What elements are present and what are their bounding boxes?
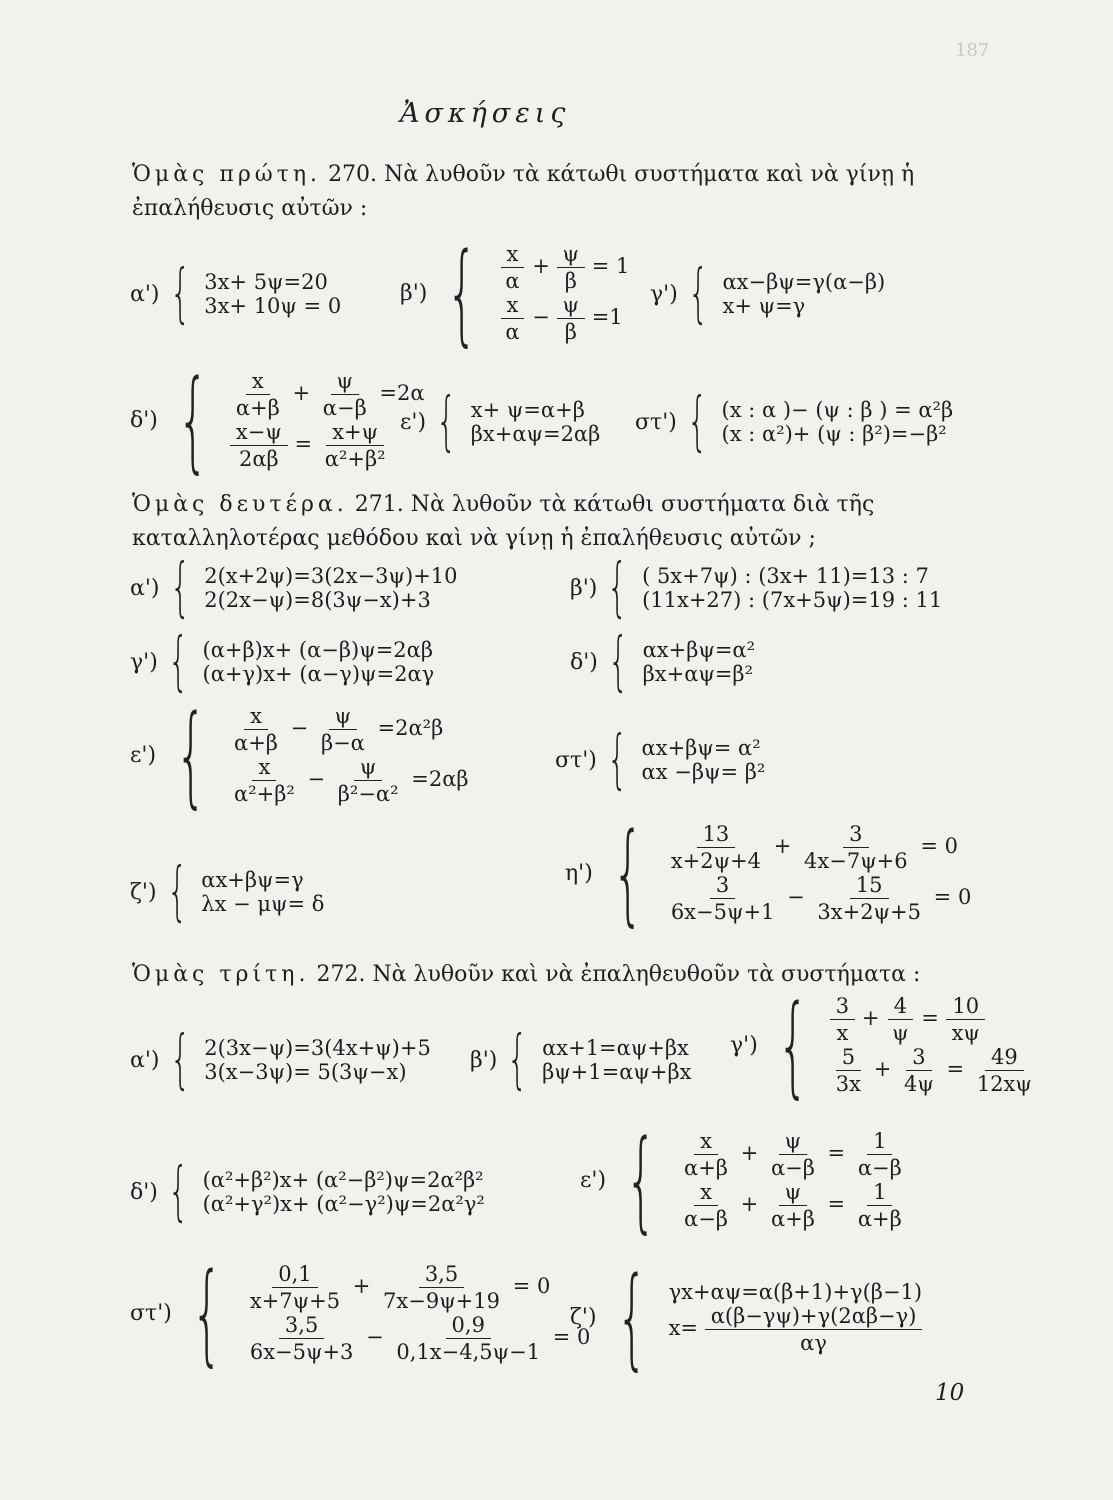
brace-icon: {	[625, 1116, 657, 1244]
equation: ( 5x+7ψ) : (3x+ 11)=13 : 7	[642, 564, 929, 588]
equation: x+ ψ=γ	[722, 294, 806, 318]
system-label: β')	[470, 1047, 498, 1073]
system-label: δ')	[570, 649, 598, 675]
brace-icon: {	[607, 723, 628, 797]
numerator: x	[246, 369, 270, 395]
equation: x+ ψ=α+β	[470, 398, 585, 422]
page-number-top: 187	[955, 40, 990, 61]
denominator: 6x−5ψ+3	[249, 1340, 354, 1364]
system-label: στ')	[555, 747, 597, 773]
system-label: η')	[565, 860, 593, 886]
denominator: β	[564, 269, 577, 293]
system-272-c: γ') { $\frac{3}{x}$ + $\frac{4}{\psi}$ = $\frac{10}{x\psi}$ $\frac{5}{3x}$ + $\frac{3}{4\psi}$ = $\frac{49}{12x\psi}$	[730, 990, 1038, 1100]
numerator: 3,5	[279, 1313, 324, 1339]
operator: −	[307, 767, 326, 791]
system-label: α')	[130, 1047, 160, 1073]
denominator: 6x−5ψ+1	[670, 900, 775, 924]
equation: (x : α²)+ (ψ : β²)=−β²	[721, 422, 947, 446]
brace-icon: {	[612, 809, 644, 937]
equation: αx−βψ=γ(α−β)	[722, 270, 886, 294]
denominator: β−α	[320, 731, 365, 755]
exercise-270-intro	[132, 158, 982, 226]
denominator: α−β	[770, 1156, 815, 1180]
system-271-c	[130, 625, 435, 699]
brace-icon: {	[446, 229, 479, 357]
brace-icon: {	[169, 1023, 191, 1097]
denominator: ψ	[892, 1021, 909, 1045]
system-271-a	[130, 551, 458, 625]
numerator: 5	[836, 1045, 861, 1071]
group-text: 272. Νὰ λυθοῦν καὶ νὰ ἐπαληθευθοῦν τὰ συστήματα :	[316, 962, 921, 987]
numerator: 1	[867, 1129, 892, 1155]
brace-icon: {	[436, 385, 457, 459]
operator: −	[787, 885, 805, 909]
rhs: =2α	[379, 381, 425, 405]
system-270-c	[650, 257, 886, 331]
operator: −	[366, 1325, 384, 1349]
system-270-st	[635, 385, 954, 459]
rhs: =2αβ	[411, 767, 469, 791]
system-label: γ')	[730, 1032, 758, 1058]
system-label: ε')	[580, 1167, 607, 1193]
system-271-st	[555, 723, 766, 797]
equation: αx+1=αψ+βx	[542, 1036, 689, 1060]
equation: βx+αψ=2αβ	[470, 422, 601, 446]
numerator: 1	[867, 1180, 892, 1206]
operator: +	[861, 1006, 880, 1030]
numerator: ψ	[779, 1180, 807, 1206]
system-label: α')	[130, 281, 160, 307]
numerator: 49	[985, 1045, 1024, 1071]
system-272-a	[130, 1023, 431, 1097]
numerator: 3	[843, 822, 868, 848]
brace-icon: {	[777, 981, 809, 1109]
equation: (11x+27) : (7x+5ψ)=19 : 11	[642, 588, 943, 612]
denominator: α²+β²	[324, 447, 386, 471]
system-271-z	[130, 855, 325, 929]
numerator: x	[694, 1129, 718, 1155]
system-272-z	[570, 1253, 923, 1381]
numerator: 4	[888, 994, 913, 1020]
system-label: στ')	[130, 1300, 172, 1326]
equation: βψ+1=αψ+βx	[542, 1060, 692, 1084]
brace-icon: {	[167, 625, 189, 699]
numerator: ψ	[354, 755, 382, 781]
lhs: x=	[668, 1315, 699, 1340]
system-270-e	[400, 385, 601, 459]
numerator: 13	[697, 822, 736, 848]
equation: 3(x−3ψ)= 5(3ψ−x)	[204, 1060, 407, 1084]
brace-icon: {	[687, 257, 709, 331]
numerator: 0,9	[446, 1313, 491, 1339]
denominator: α	[505, 320, 520, 344]
group-label: Ὁμὰς δευτέρα.	[132, 492, 348, 517]
rhs: =1	[591, 305, 623, 329]
brace-icon: {	[169, 551, 191, 625]
denominator: 12xψ	[976, 1072, 1032, 1096]
denominator: α−β	[322, 396, 367, 420]
system-label: ζ')	[130, 879, 157, 905]
denominator: 3x+2ψ+5	[817, 900, 921, 924]
system-272-st	[130, 1249, 591, 1377]
denominator: α	[505, 269, 520, 293]
brace-icon: {	[191, 1249, 223, 1377]
brace-icon: {	[175, 691, 207, 819]
equation: αx+βψ= α²	[641, 736, 761, 760]
equation: (α²+γ²)x+ (α²−γ²)ψ=2α²γ²	[202, 1192, 485, 1216]
brace-icon: {	[615, 1253, 648, 1381]
denominator: α+β	[770, 1207, 815, 1231]
page-number: 10	[935, 1380, 965, 1406]
system-label: ε')	[400, 409, 427, 435]
numerator: x−ψ	[230, 420, 288, 446]
system-271-b	[570, 551, 943, 625]
system-272-b	[470, 1023, 692, 1097]
numerator: ψ	[329, 704, 357, 730]
operator: −	[532, 305, 550, 329]
operator: +	[740, 1192, 759, 1216]
group-text: 271. Νὰ λυθοῦν τὰ κάτωθι συστήματα διὰ τῆς καταλληλοτέρας μεθόδου καὶ νὰ γίνῃ ἡ ἐπαλήθευσις αὐτῶν ;	[132, 492, 875, 551]
denominator: 4x−7ψ+6	[804, 849, 908, 873]
numerator: α(β−γψ)+γ(2αβ−γ)	[705, 1304, 923, 1330]
system-label: δ')	[130, 1179, 158, 1205]
numerator: x	[501, 293, 525, 319]
denominator: β	[564, 320, 577, 344]
system-271-e	[130, 691, 469, 819]
numerator: ψ	[557, 293, 585, 319]
denominator: β²−α²	[337, 782, 399, 806]
group-label: Ὁμὰς τρίτη.	[132, 962, 310, 987]
brace-icon: {	[169, 257, 191, 331]
numerator: ψ	[779, 1129, 807, 1155]
equation: (x : α )− (ψ : β ) = α²β	[721, 398, 954, 422]
numerator: ψ	[331, 369, 359, 395]
group-label: Ὁμὰς πρώτη.	[132, 162, 322, 187]
system-270-d	[130, 356, 425, 484]
equation: 2(x+2ψ)=3(2x−3ψ)+10	[204, 564, 458, 588]
brace-icon: {	[177, 356, 209, 484]
operator: +	[292, 381, 311, 405]
rhs: = 0	[920, 834, 958, 858]
numerator: 3	[906, 1045, 931, 1071]
system-label: ε')	[130, 742, 157, 768]
operator: +	[532, 254, 550, 278]
section-title: Ἀσκήσεις	[400, 98, 571, 129]
operator: +	[740, 1141, 759, 1165]
operator: +	[873, 1057, 892, 1081]
equation: (α+γ)x+ (α−γ)ψ=2αγ	[202, 662, 435, 686]
equation: 3x+ 10ψ = 0	[204, 294, 342, 318]
operator: −	[290, 716, 309, 740]
exercise-272-intro	[132, 958, 982, 992]
numerator: 3	[710, 873, 735, 899]
brace-icon: {	[687, 385, 708, 459]
system-label: δ')	[130, 407, 158, 433]
rhs: =2α²β	[377, 716, 444, 740]
system-label: β')	[400, 280, 428, 306]
denominator: x+2ψ+4	[670, 849, 762, 873]
denominator: xψ	[951, 1021, 980, 1045]
brace-icon: {	[168, 1155, 189, 1229]
numerator: x	[501, 242, 525, 268]
operator: =	[294, 432, 313, 456]
equation: αx+βψ=α²	[642, 638, 756, 662]
rhs: = 0	[552, 1325, 591, 1349]
numerator: x	[244, 704, 268, 730]
exercise-271-intro	[132, 488, 982, 556]
system-label: β')	[570, 575, 598, 601]
rhs: = 0	[512, 1274, 551, 1298]
denominator: α+β	[235, 396, 280, 420]
denominator: α+β	[857, 1207, 902, 1231]
denominator: α−β	[857, 1156, 902, 1180]
denominator: αγ	[800, 1330, 827, 1355]
system-label: γ')	[130, 649, 158, 675]
group-text: 270. Νὰ λυθοῦν τὰ κάτωθι συστήματα καὶ νὰ γίνῃ ἡ ἐπαλήθευσις αὐτῶν :	[132, 162, 915, 221]
numerator: 10	[946, 994, 985, 1020]
system-272-d	[130, 1155, 485, 1229]
system-270-a	[130, 257, 342, 331]
equation: λx − μψ= δ	[201, 892, 325, 916]
denominator: 2αβ	[239, 447, 279, 471]
denominator: α+β	[234, 731, 278, 755]
denominator: x+7ψ+5	[249, 1289, 341, 1313]
numerator: 0,1	[272, 1262, 317, 1288]
brace-icon: {	[166, 855, 188, 929]
denominator: x	[836, 1021, 849, 1045]
brace-icon: {	[607, 551, 628, 625]
rhs: = 0	[933, 885, 972, 909]
system-271-d	[570, 625, 756, 699]
numerator: x	[694, 1180, 718, 1206]
system-label: στ')	[635, 409, 677, 435]
equation: αx+βψ=γ	[201, 868, 304, 892]
system-272-e: ε') { $\frac{x}{\alpha+\beta}$ + $\frac{\psi}{\alpha-\beta}$ = $\frac{1}{\alpha-\beta}$ $\frac{x}{\alpha-\beta}$ + $\frac{\psi}{\alpha+\beta}$ = $\frac{1}{\alpha+\beta}$	[580, 1125, 908, 1235]
system-271-h	[565, 809, 972, 937]
system-label: ζ')	[570, 1304, 597, 1330]
brace-icon: {	[608, 625, 629, 699]
rhs: = 1	[591, 254, 630, 278]
equation: (α+β)x+ (α−β)ψ=2αβ	[202, 638, 433, 662]
numerator: x	[252, 755, 276, 781]
numerator: x+ψ	[326, 420, 384, 446]
numerator: 15	[850, 873, 889, 899]
equation: 3x+ 5ψ=20	[204, 270, 328, 294]
system-label: γ')	[650, 281, 678, 307]
numerator: 3	[830, 994, 855, 1020]
denominator: 7x−9ψ+19	[383, 1289, 500, 1313]
equation: (α²+β²)x+ (α²−β²)ψ=2α²β²	[202, 1168, 484, 1192]
numerator: 3,5	[419, 1262, 464, 1288]
brace-icon: {	[507, 1023, 528, 1097]
denominator: 3x	[835, 1072, 861, 1096]
numerator: ψ	[557, 242, 585, 268]
denominator: 4ψ	[903, 1072, 934, 1096]
operator: +	[352, 1274, 371, 1298]
denominator: 0,1x−4,5ψ−1	[396, 1340, 541, 1364]
equation: γx+αψ=α(β+1)+γ(β−1)	[668, 1279, 923, 1304]
denominator: α+β	[684, 1156, 728, 1180]
equation: 2(2x−ψ)=8(3ψ−x)+3	[204, 588, 431, 612]
equation: βx+αψ=β²	[642, 662, 753, 686]
operator: +	[773, 834, 792, 858]
equation: 2(3x−ψ)=3(4x+ψ)+5	[204, 1036, 431, 1060]
denominator: α²+β²	[234, 782, 295, 806]
system-label: α')	[130, 575, 160, 601]
equation: αx −βψ= β²	[641, 760, 766, 784]
denominator: α−β	[684, 1207, 728, 1231]
system-270-b	[400, 229, 630, 357]
